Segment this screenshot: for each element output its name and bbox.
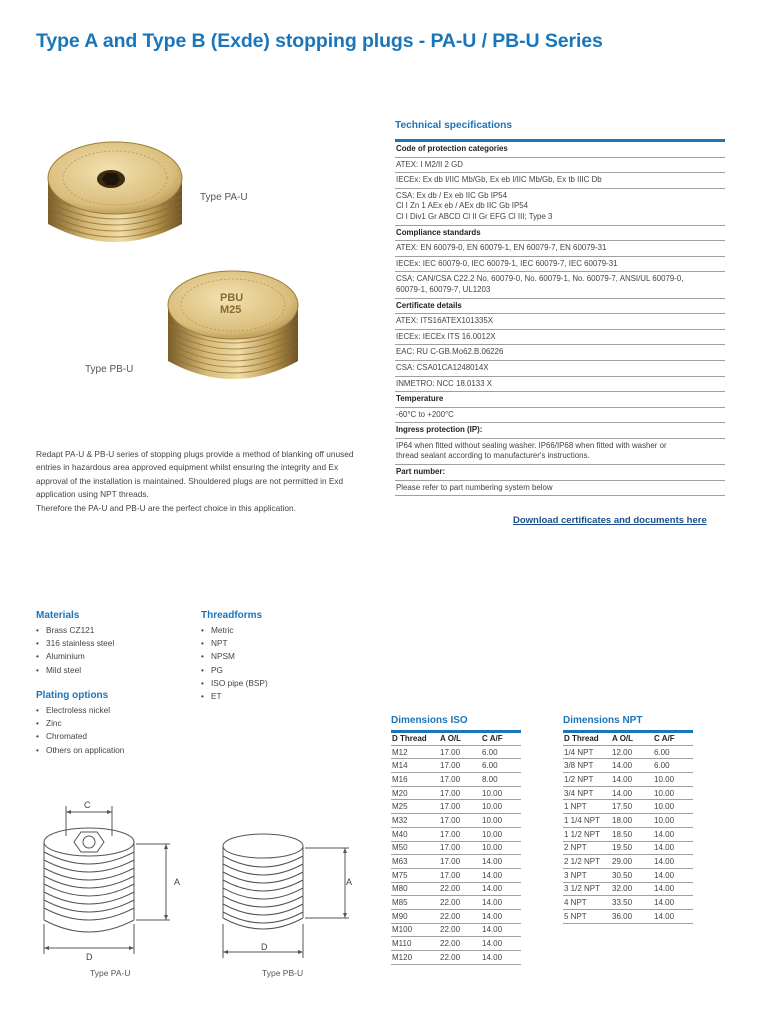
technical-specifications [395,120,725,496]
spec-row [395,241,725,257]
table-cell: 22.00 [439,882,481,896]
table-cell: 14.00 [481,923,521,937]
table-cell: M110 [391,937,439,951]
table-cell: 14.00 [481,855,521,869]
intro-paragraph-1: Redapt PA-U & PB-U series of stopping plugs provide a method of blanking off unused entries in hazardous area approved equipment whilst ensuring the integrity and Ex approval of the installation is maintained. Shouldered plugs are not permitted in Exd application using NPT threads. [36,449,354,500]
pb-u-plug-image [158,265,308,393]
spec-row [395,377,725,393]
spec-line: Certificate details [396,300,462,310]
table-cell: 17.00 [439,773,481,787]
table-row [563,868,693,882]
list-item: • Mild steel [36,664,114,677]
column-header: D Thread [391,732,439,746]
table-cell: M100 [391,923,439,937]
spec-rows [395,142,725,496]
pa-u-drawing-label: Type PA-U [90,968,131,978]
table-cell: 29.00 [611,855,653,869]
page-title: Type A and Type B (Exde) stopping plugs - PA-U / PB-U Series [36,30,603,52]
spec-line: 60079-1, 60079-7, UL1203 [396,284,491,294]
list-item: • 316 stainless steel [36,637,114,650]
table-cell: 10.00 [481,827,521,841]
table-cell: M75 [391,868,439,882]
spec-section-heading [395,299,725,315]
table-row [391,827,521,841]
table-cell: 22.00 [439,896,481,910]
table-cell: M90 [391,909,439,923]
table-row [563,841,693,855]
list-item: • Brass CZ121 [36,624,114,637]
spec-line: ATEX: I M2/II 2 GD [396,159,463,169]
table-cell: 17.00 [439,745,481,759]
table-row [391,841,521,855]
table-cell: 19.50 [611,841,653,855]
table-cell: 2 1/2 NPT [563,855,611,869]
spec-line: CSA: CAN/CSA C22.2 No. 60079-0, No. 60079-1, No. 60079-7, ANSI/UL 60079-0, [396,274,684,284]
dimensions-iso-table [391,730,521,965]
spec-line: Code of protection categories [396,144,508,153]
table-cell: 17.00 [439,786,481,800]
table-cell: 8.00 [481,773,521,787]
table-cell: 14.00 [481,896,521,910]
pb-dim-a-label: A [346,877,353,887]
column-header: D Thread [563,732,611,746]
table-cell: 17.00 [439,800,481,814]
table-row [391,800,521,814]
table-row [563,786,693,800]
table-cell: 33.50 [611,896,653,910]
download-certificates-link[interactable]: Download certificates and documents here [513,515,707,526]
table-cell: 14.00 [653,855,693,869]
list-item: • NPT [201,637,268,650]
table-cell: 17.00 [439,868,481,882]
pb-marking-2: M25 [220,304,242,316]
spec-line: Temperature [396,394,444,404]
spec-row [395,158,725,174]
table-cell: M120 [391,951,439,965]
threadforms-list [201,624,268,703]
spec-row [395,257,725,273]
materials-list [36,624,114,677]
table-cell: M16 [391,773,439,787]
spec-line: ATEX: EN 60079-0, EN 60079-1, EN 60079-7, EN 60079-31 [396,243,607,253]
spec-line: Cl I Div1 Gr ABCD Cl II Gr EFG Cl III; Type 3 [396,211,553,221]
spec-line: EAC: RU C-GB.Mᴏ62.B.06226 [396,347,504,357]
table-cell: 14.00 [653,868,693,882]
list-item: • Aluminium [36,650,114,663]
spec-line: Ingress protection (IP): [396,425,483,435]
table-row [391,937,521,951]
pb-marking-1: PBU [220,292,244,304]
table-cell: 10.00 [653,814,693,828]
spec-line: IP64 when fitted without sealing washer. IP66/IP68 when fitted with washer or [396,440,667,450]
spec-line: INMETRO: NCC 18.0133 X [396,378,493,388]
table-cell: 3/4 NPT [563,786,611,800]
table-row [391,786,521,800]
list-item: • Electroless nickel [36,704,124,717]
table-cell: 18.00 [611,814,653,828]
table-cell: 3 1/2 NPT [563,882,611,896]
spec-line: Please refer to part numbering system below [396,482,553,492]
table-cell: 17.00 [439,814,481,828]
table-cell: 10.00 [481,800,521,814]
list-item: • ET [201,690,268,703]
plating-section [36,690,124,757]
table-cell: 14.00 [653,841,693,855]
table-row [563,827,693,841]
table-cell: 17.00 [439,841,481,855]
pa-dim-d-label: D [86,952,93,962]
spec-section-heading [395,392,725,408]
pb-u-image-label: Type PB-U [85,364,134,375]
spec-line: CSA: CSA01CA1248014X [396,362,489,372]
spec-row [395,345,725,361]
table-cell: 6.00 [481,745,521,759]
spec-section-heading [395,226,725,242]
spec-section-heading [395,142,725,158]
table-cell: 36.00 [611,909,653,923]
table-row [391,896,521,910]
pa-dim-c-label: C [84,800,91,810]
dimensions-npt [563,715,693,924]
table-row [563,855,693,869]
table-row [563,773,693,787]
table-cell: 14.00 [611,759,653,773]
table-cell: 14.00 [653,882,693,896]
dimensions-npt-table [563,730,693,924]
pa-u-image-label: Type PA-U [200,192,248,203]
table-cell: 1/2 NPT [563,773,611,787]
spec-line: -60°C to +200°C [396,409,454,419]
column-header: C A/F [653,732,693,746]
table-cell: 17.00 [439,855,481,869]
table-cell: M32 [391,814,439,828]
column-header: C A/F [481,732,521,746]
table-cell: 10.00 [653,773,693,787]
spec-line: Part number: [396,467,446,477]
pa-u-plug-image [40,132,190,258]
table-cell: 17.00 [439,759,481,773]
table-cell: 22.00 [439,923,481,937]
intro-text [36,448,358,515]
spec-row [395,173,725,189]
table-cell: M63 [391,855,439,869]
table-cell: 12.00 [611,745,653,759]
table-cell: 14.00 [481,868,521,882]
table-row [391,759,521,773]
table-cell: 22.00 [439,909,481,923]
table-row [391,951,521,965]
intro-paragraph-2: Therefore the PA-U and PB-U are the perfect choice in this application. [36,502,296,513]
materials-section [36,610,114,677]
column-header: A O/L [439,732,481,746]
spec-line: IECEx: IECEx ITS 16.0012X [396,331,496,341]
table-row [391,814,521,828]
table-cell: 1/4 NPT [563,745,611,759]
table-cell: M14 [391,759,439,773]
pb-u-drawing-label: Type PB-U [262,968,304,978]
table-cell: 10.00 [481,814,521,828]
pb-u-drawing [215,828,360,969]
table-row [563,896,693,910]
table-cell: 22.00 [439,937,481,951]
spec-line: IECEx: IEC 60079-0, IEC 60079-1, IEC 60079-7, IEC 60079-31 [396,258,618,268]
table-cell: 32.00 [611,882,653,896]
table-cell: 14.00 [653,896,693,910]
plating-title: Plating options [36,690,109,701]
materials-title: Materials [36,610,80,621]
dimensions-iso [391,715,521,965]
pa-dim-a-label: A [174,877,181,887]
table-cell: M12 [391,745,439,759]
table-cell: M85 [391,896,439,910]
table-row [563,745,693,759]
spec-row [395,189,725,226]
table-cell: 10.00 [481,841,521,855]
spec-heading: Technical specifications [395,120,513,131]
table-cell: 14.00 [653,909,693,923]
table-cell: 2 NPT [563,841,611,855]
spec-line: CSA: Ex db / Ex eb IIC Gb IP54 [396,190,507,200]
table-cell: 10.00 [653,786,693,800]
table-cell: 14.00 [611,786,653,800]
spec-line: ATEX: ITS16ATEX101335X [396,316,494,326]
table-row [391,923,521,937]
table-cell: M40 [391,827,439,841]
list-item: • ISO pipe (BSP) [201,677,268,690]
spec-section-heading [395,465,725,481]
table-cell: 14.00 [481,909,521,923]
table-cell: M50 [391,841,439,855]
pb-dim-d-label: D [261,942,268,952]
table-cell: 17.50 [611,800,653,814]
table-row [391,773,521,787]
column-header: A O/L [611,732,653,746]
list-item: • NPSM [201,650,268,663]
table-cell: 14.00 [481,882,521,896]
table-row [563,800,693,814]
list-item: • Others on application [36,744,124,757]
table-row [563,814,693,828]
list-item: • Chromated [36,730,124,743]
table-cell: 10.00 [653,800,693,814]
table-cell: M25 [391,800,439,814]
table-cell: 5 NPT [563,909,611,923]
table-cell: 14.00 [611,773,653,787]
table-cell: 6.00 [481,759,521,773]
table-cell: 6.00 [653,759,693,773]
table-row [391,882,521,896]
table-cell: 30.50 [611,868,653,882]
table-cell: 3/8 NPT [563,759,611,773]
list-item: • Zinc [36,717,124,730]
spec-row [395,272,725,298]
pa-u-drawing [36,798,186,969]
table-row [563,882,693,896]
spec-row [395,481,725,497]
table-cell: 18.50 [611,827,653,841]
spec-line: Cl I Zn 1 AEx eb / AEx db IIC Gb IP54 [396,201,529,211]
spec-row [395,330,725,346]
table-cell: 14.00 [481,951,521,965]
table-cell: 3 NPT [563,868,611,882]
threadforms-section [201,610,268,703]
dimensions-npt-title: Dimensions NPT [563,715,643,726]
table-cell: 1 1/2 NPT [563,827,611,841]
table-row [391,855,521,869]
table-cell: M80 [391,882,439,896]
table-cell: 22.00 [439,951,481,965]
threadforms-title: Threadforms [201,610,263,621]
table-row [391,868,521,882]
table-cell: 1 1/4 NPT [563,814,611,828]
table-row [391,909,521,923]
list-item: • Metric [201,624,268,637]
spec-line: Compliance standards [396,227,481,237]
table-row [391,745,521,759]
table-cell: 4 NPT [563,896,611,910]
spec-section-heading [395,423,725,439]
spec-line: IECEx: Ex db I/IIC Mb/Gb, Ex eb I/IIC Mb/Gb, Ex tb IIIC Db [396,175,602,185]
table-cell: 14.00 [653,827,693,841]
table-cell: 10.00 [481,786,521,800]
spec-row [395,439,725,465]
table-row [563,909,693,923]
spec-row [395,314,725,330]
spec-row [395,408,725,424]
table-cell: 6.00 [653,745,693,759]
list-item: • PG [201,664,268,677]
dimensions-iso-title: Dimensions ISO [391,715,468,726]
table-cell: 14.00 [481,937,521,951]
spec-row [395,361,725,377]
table-row [563,759,693,773]
table-cell: M20 [391,786,439,800]
table-cell: 1 NPT [563,800,611,814]
table-cell: 17.00 [439,827,481,841]
plating-list [36,704,124,757]
spec-line: thread sealant according to manufacturer's instructions. [396,451,590,461]
